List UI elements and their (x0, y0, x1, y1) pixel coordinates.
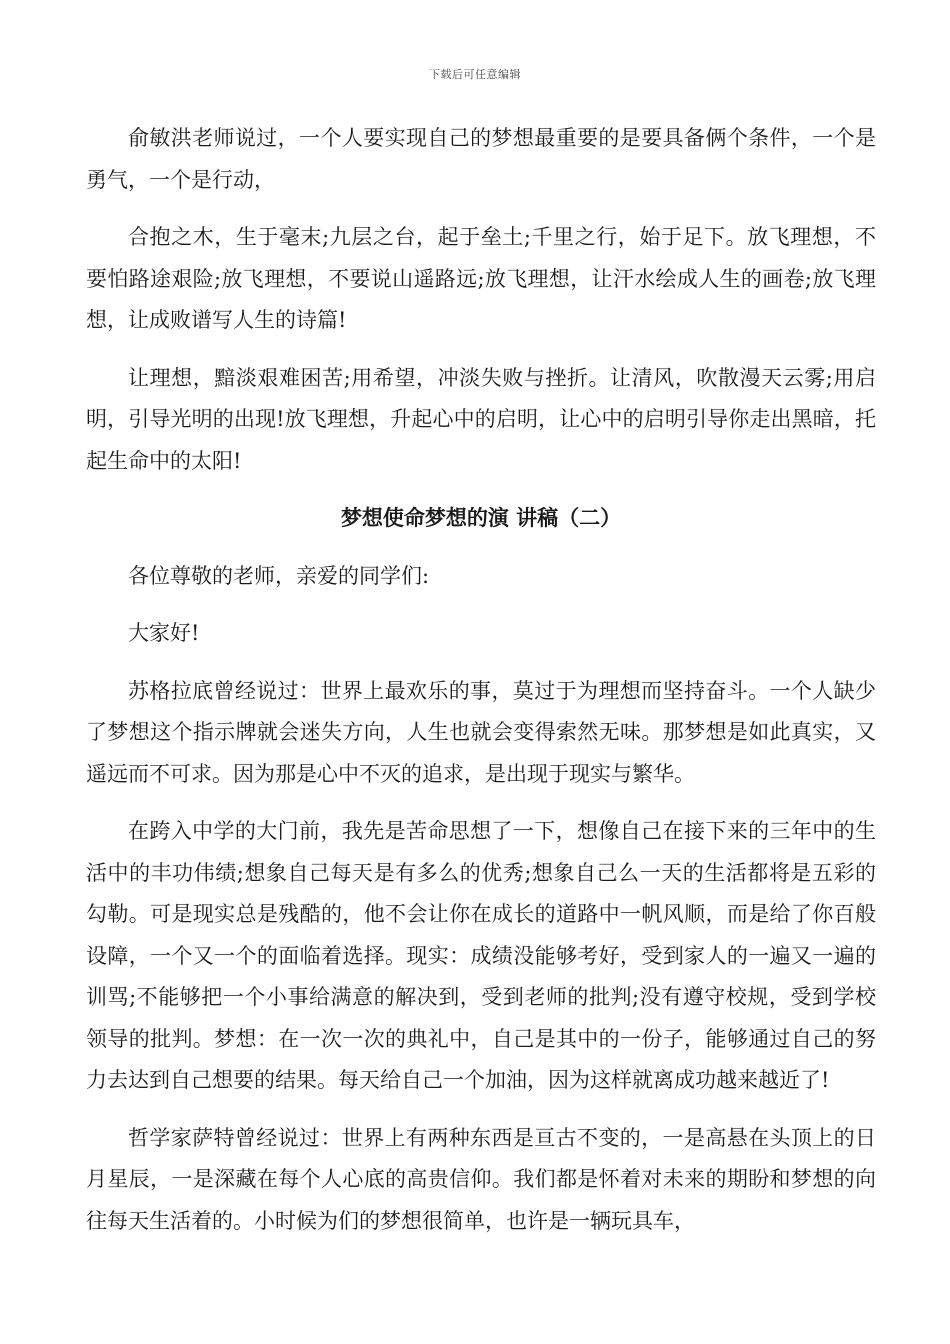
paragraph: 让理想，黯淡艰难困苦;用希望，冲淡失败与挫折。让清风，吹散漫天云雾;用启明，引导光明的出现!放飞理想，升起心中的启明，让心中的启明引导你走出黑暗，托起生命中的太阳! (86, 365, 876, 473)
paragraph: 苏格拉底曾经说过：世界上最欢乐的事，莫过于为理想而坚持奋斗。一个人缺少了梦想这个指示牌就会迷失方向，人生也就会变得索然无味。那梦想是如此真实，又遥远而不可求。因为那是心中不灭的追求，是出现于现实与繁华。 (86, 678, 876, 786)
paragraph: 大家好! (128, 621, 200, 645)
paragraph: 俞敏洪老师说过，一个人要实现自己的梦想最重要的是要具备俩个条件，一个是勇气，一个是行动， (86, 126, 876, 192)
paragraph: 在跨入中学的大门前，我先是苦命思想了一下，想像自己在接下来的三年中的生活中的丰功伟绩;想象自己每天是有多么的优秀;想象自己么一天的生活都将是五彩的勾勒。可是现实总是残酷的，他不会让你在成长的道路中一帆风顺，而是给了你百般设障，一个又一个的面临着选择。现实：成绩没能够考好，受到家人的一遍又一遍的训骂;不能够把一个小事给满意的解决到，受到老师的批判;没有遵守校规，受到学校领导的批判。梦想：在一次一次的典礼中，自己是其中的一份子，能够通过自己的努力去达到自己想要的结果。每天给自己一个加油，因为这样就离成功越来越近了! (86, 819, 876, 1092)
paragraph: 各位尊敬的老师，亲爱的同学们: (128, 563, 430, 588)
paragraph: 哲学家萨特曾经说过：世界上有两种东西是亘古不变的，一是高悬在头顶上的日月星辰，一是深藏在每个人心底的高贵信仰。我们都是怀着对未来的期盼和梦想的向往每天生活着的。小时候为们的梦想很简单，也许是一辆玩具车， (86, 1125, 876, 1233)
page-header-note: 下载后可任意编辑 (429, 68, 521, 81)
document-body (86, 118, 876, 1258)
section-title: 梦想使命梦想的演 讲稿（二） (340, 506, 622, 530)
paragraph: 合抱之木，生于毫末;九层之台，起于垒土;千里之行，始于足下。放飞理想，不要怕路途艰险;放飞理想，不要说山遥路远;放飞理想，让汗水绘成人生的画卷;放飞理想，让成败谱写人生的诗篇! (86, 225, 876, 332)
